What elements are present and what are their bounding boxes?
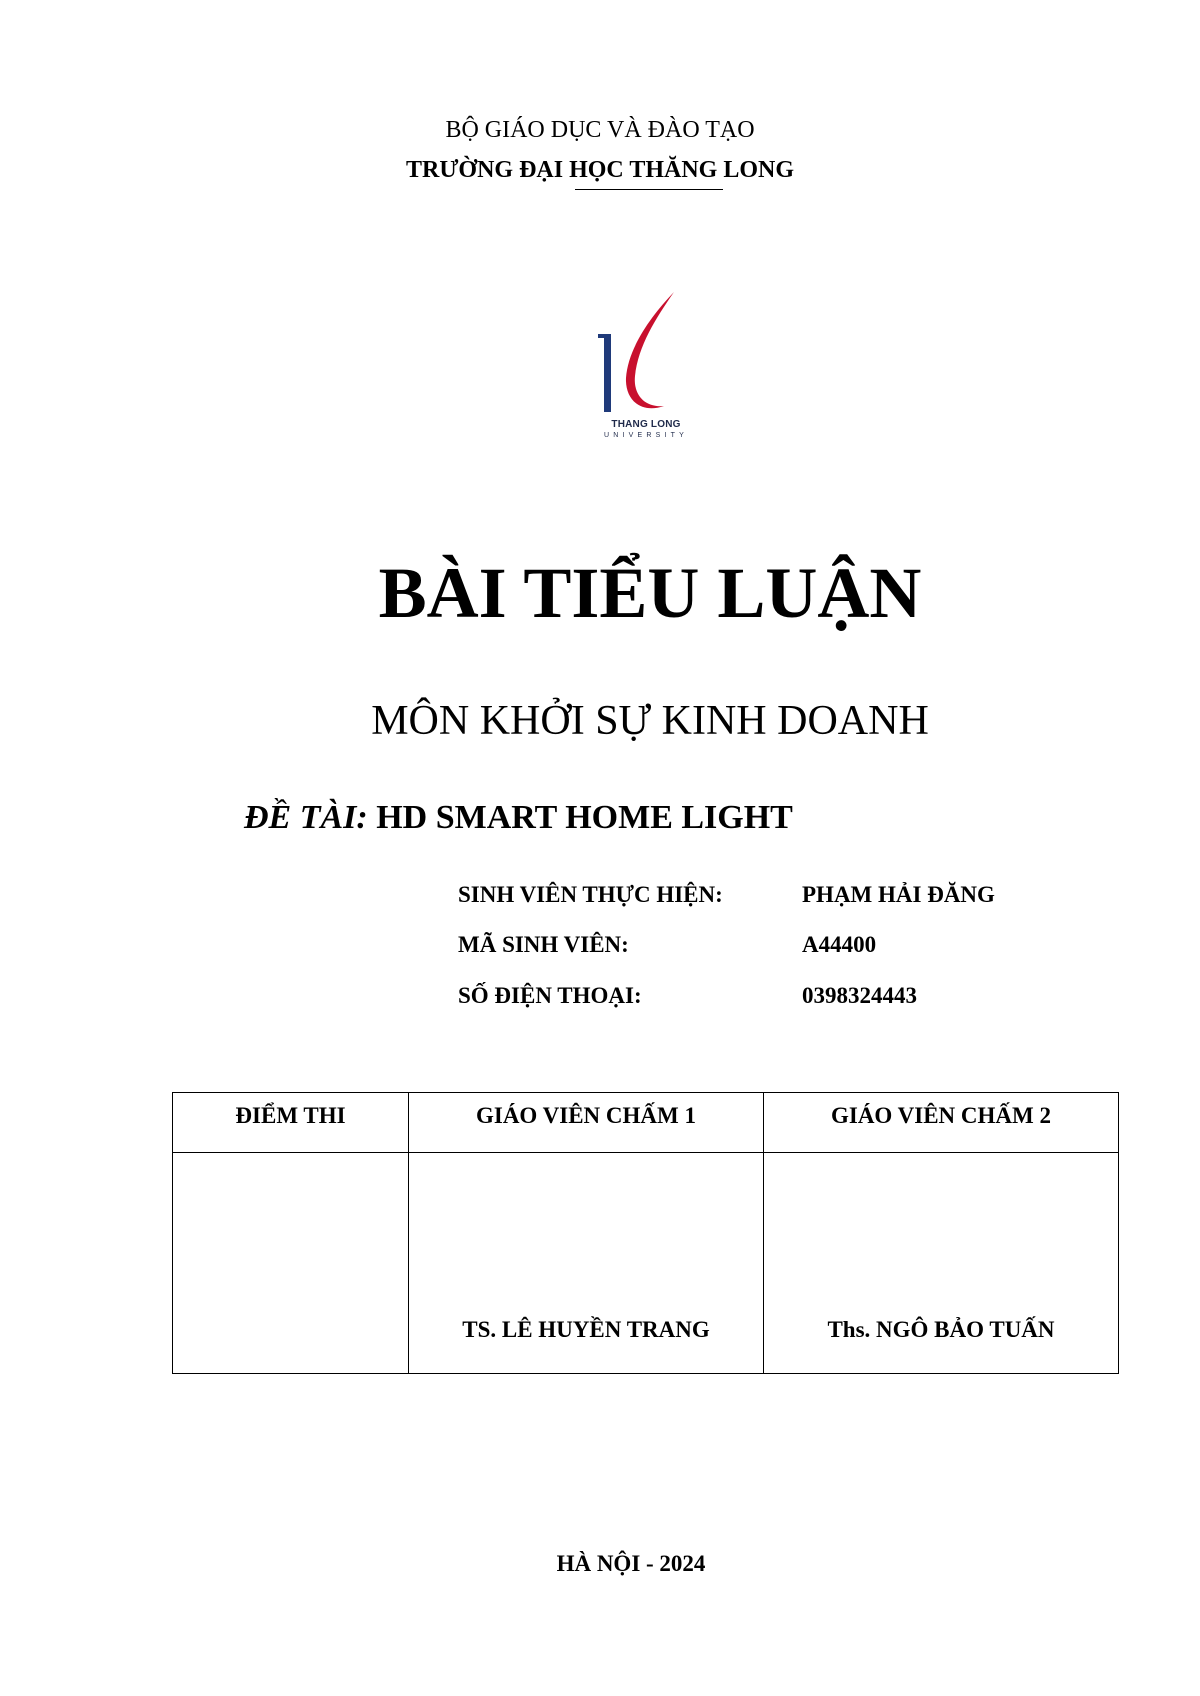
student-name: PHẠM HẢI ĐĂNG [802,882,995,907]
exam-score-cell [173,1153,409,1374]
ministry-name: BỘ GIÁO DỤC VÀ ĐÀO TẠO [445,117,755,143]
topic-value: HD SMART HOME LIGHT [376,799,793,836]
topic-line [244,796,793,840]
university-name: TRƯỜNG ĐẠI HỌC THĂNG LONG [405,157,795,183]
document-title: BÀI TIỂU LUẬN [378,553,922,633]
grader-2-name: Ths. NGÔ BẢO TUẤN [764,1153,1119,1374]
student-id: A44400 [802,932,877,957]
logo-top-serif [598,334,611,338]
grader-1-name: TS. LÊ HUYỀN TRANG [409,1153,764,1374]
header-exam-score: ĐIỂM THI [173,1093,409,1153]
phone-number: 0398324443 [802,983,917,1008]
table-row [173,1153,1119,1374]
header-underline [575,189,723,190]
table-header-row [173,1093,1119,1153]
place-and-year: HÀ NỘI - 2024 [556,1551,706,1576]
phone-label: SỐ ĐIỆN THOẠI: [458,983,642,1008]
student-id-label: MÃ SINH VIÊN: [458,932,629,957]
subject-title: MÔN KHỞI SỰ KINH DOANH [371,698,929,744]
topic-label: ĐỀ TÀI: [244,799,368,836]
grading-table [172,1092,1119,1374]
logo-vertical-bar [604,334,611,412]
header-grader-2: GIÁO VIÊN CHẤM 2 [764,1093,1119,1153]
logo-red-swoosh [626,292,674,408]
student-name-label: SINH VIÊN THỰC HIỆN: [458,882,723,907]
header-grader-1: GIÁO VIÊN CHẤM 1 [409,1093,764,1153]
logo-wordmark: THANG LONG [611,419,681,430]
logo-subtitle: UNIVERSITY [603,432,688,439]
